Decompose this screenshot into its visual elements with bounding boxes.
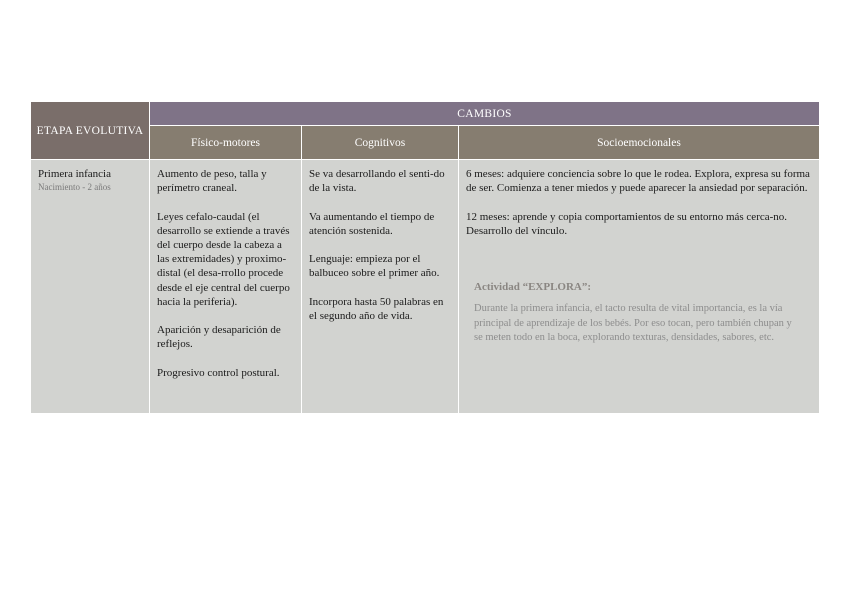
column-header-physical-motor: Físico-motores [150,126,302,160]
table-row [31,160,820,414]
header-row-sub [31,126,820,160]
stage-header: ETAPA EVOLUTIVA [31,102,150,160]
stage-cell [31,160,150,414]
physical-motor-item: Aumento de peso, talla y perímetro craneal. [157,168,267,195]
cognitive-item: Se va desarrollando el senti-do de la vista. [309,168,445,195]
stage-name: Primera infancia [38,168,111,180]
header-row-top [31,102,820,126]
socioemotional-item: 12 meses: aprende y copia comportamientos de su entorno más cerca-no. Desarrollo del vínculo. [466,210,788,237]
socioemotional-cell [459,160,820,414]
physical-motor-item: Progresivo control postural. [157,366,280,379]
column-header-socioemotional: Socioemocionales [459,126,820,160]
physical-motor-item: Aparición y desaparición de reflejos. [157,324,281,351]
development-stages-table [30,101,820,414]
changes-header: CAMBIOS [150,102,820,126]
cognitive-item: Incorpora hasta 50 palabras en el segundo año de vida. [309,295,444,322]
activity-text: Durante la primera infancia, el tacto resulta de vital importancia, es la vía principal de aprendizaje de los bebés. Por eso tocan, pero también chupan y se meten todo en la boca, explorando texturas, densidades, sabores, etc. [474,303,792,344]
physical-motor-item: Leyes cefalo-caudal (el desarrollo se extiende a través del cuerpo desde la cabeza a las extremidades) y proximo-distal (el desa-rrollo procede desde el eje central del cuerpo hacia la periferia). [157,210,290,308]
socioemotional-item: 6 meses: adquiere conciencia sobre lo que le rodea. Explora, expresa su forma de ser. Comienza a tener miedos y puede aparecer la ansiedad por separación. [466,168,810,195]
stage-age-range: Nacimiento - 2 años [38,182,111,193]
physical-motor-cell [150,160,302,414]
cognitive-item: Lenguaje: empieza por el balbuceo sobre el primer año. [309,253,440,280]
activity-box [466,280,812,346]
activity-title: Actividad “EXPLORA”: [474,281,592,293]
cognitive-cell [302,160,459,414]
column-header-cognitive: Cognitivos [302,126,459,160]
cognitive-item: Va aumentando el tiempo de atención sostenida. [309,210,435,237]
